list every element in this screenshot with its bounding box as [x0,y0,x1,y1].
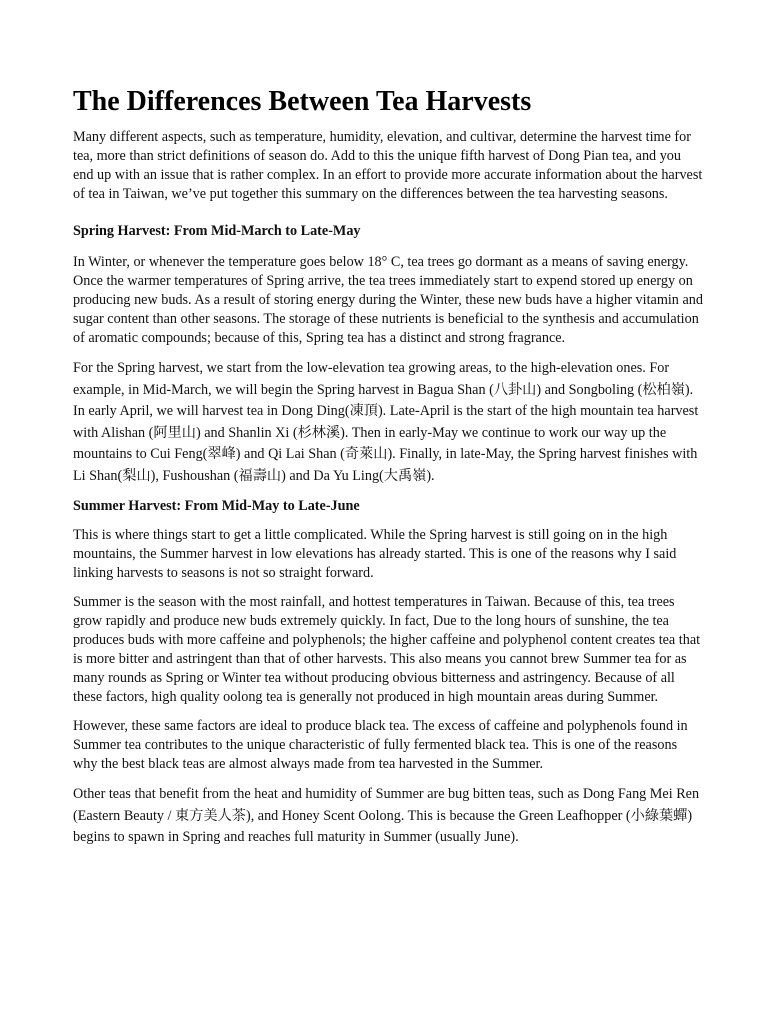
summer-heading: Summer Harvest: From Mid-May to Late-June [73,498,360,514]
summer-paragraph-2: Summer is the season with the most rainfall, and hottest temperatures in Taiwan. Because of this, tea trees grow rapidly and produce new buds extremely quickly. In fact, Due to the long hours of sunshine, the tea produces buds with more caffeine and polyphenols; the higher caffeine and polyphenol content creates tea that is more bitter and astringent than that of other harvests. This also means you cannot brew Summer tea for as many rounds as Spring or Winter tea without producing obvious bitterness and astringency. Because of all these factors, high quality oolong tea is generally not produced in high mountain areas during Summer. [73,594,701,705]
summer-paragraph-3: However, these same factors are ideal to produce black tea. The excess of caffeine and polyphenols found in Summer tea contributes to the unique characteristic of fully fermented black tea. This is one of the reasons why the best black teas are almost always made from tea harvested in the Summer. [73,718,688,772]
page-title: The Differences Between Tea Harvests [73,86,532,117]
intro-paragraph: Many different aspects, such as temperature, humidity, elevation, and cultivar, determine the harvest time for tea, more than strict definitions of season do. Add to this the unique fifth harvest of Dong Pian tea, and you end up with an issue that is rather complex. In an effort to provide more accurate information about the harvest of tea in Taiwan, we’ve put together this summary on the differences between the tea harvesting seasons. [73,129,703,202]
summer-paragraph-4: Other teas that benefit from the heat and humidity of Summer are bug bitten teas, such as Dong Fang Mei Ren (Eastern Beauty / 東方美人茶), and Honey Scent Oolong. This is because the Green Leafhopper (小綠葉蟬) begins to spawn in Spring and reaches full maturity in Summer (usually June). [73,786,700,845]
spring-heading: Spring Harvest: From Mid-March to Late-May [73,223,361,239]
spring-paragraph-2: For the Spring harvest, we start from the low-elevation tea growing areas, to the high-elevation ones. For example, in Mid-March, we will begin the Spring harvest in Bagua Shan (八卦山) and Songboling (松柏嶺). In early April, we will harvest tea in Dong Ding(凍頂). Late-April is the start of the high mountain tea harvest with Alishan (阿里山) and Shanlin Xi (杉林溪). Then in early-May we continue to work our way up the mountains to Cui Feng(翠峰) and Qi Lai Shan (奇萊山). Finally, in late-May, the Spring harvest finishes with Li Shan(梨山), Fushoushan (福壽山) and Da Yu Ling(大禹嶺). [73,360,699,484]
document-page [73,84,703,859]
spring-paragraph-1: In Winter, or whenever the temperature goes below 18° C, tea trees go dormant as a means of saving energy. Once the warmer temperatures of Spring arrive, the tea trees immediately start to expend stored up energy on producing new buds. As a result of storing energy during the Winter, these new buds have a higher vitamin and sugar content than other seasons. The storage of these nutrients is beneficial to the synthesis and accumulation of aromatic compounds; because of this, Spring tea has a distinct and strong fragrance. [73,254,703,346]
summer-paragraph-1: This is where things start to get a little complicated. While the Spring harvest is still going on in the high mountains, the Summer harvest in low elevations has already started. This is one of the reasons why I said linking harvests to seasons is not so straight forward. [73,527,677,581]
